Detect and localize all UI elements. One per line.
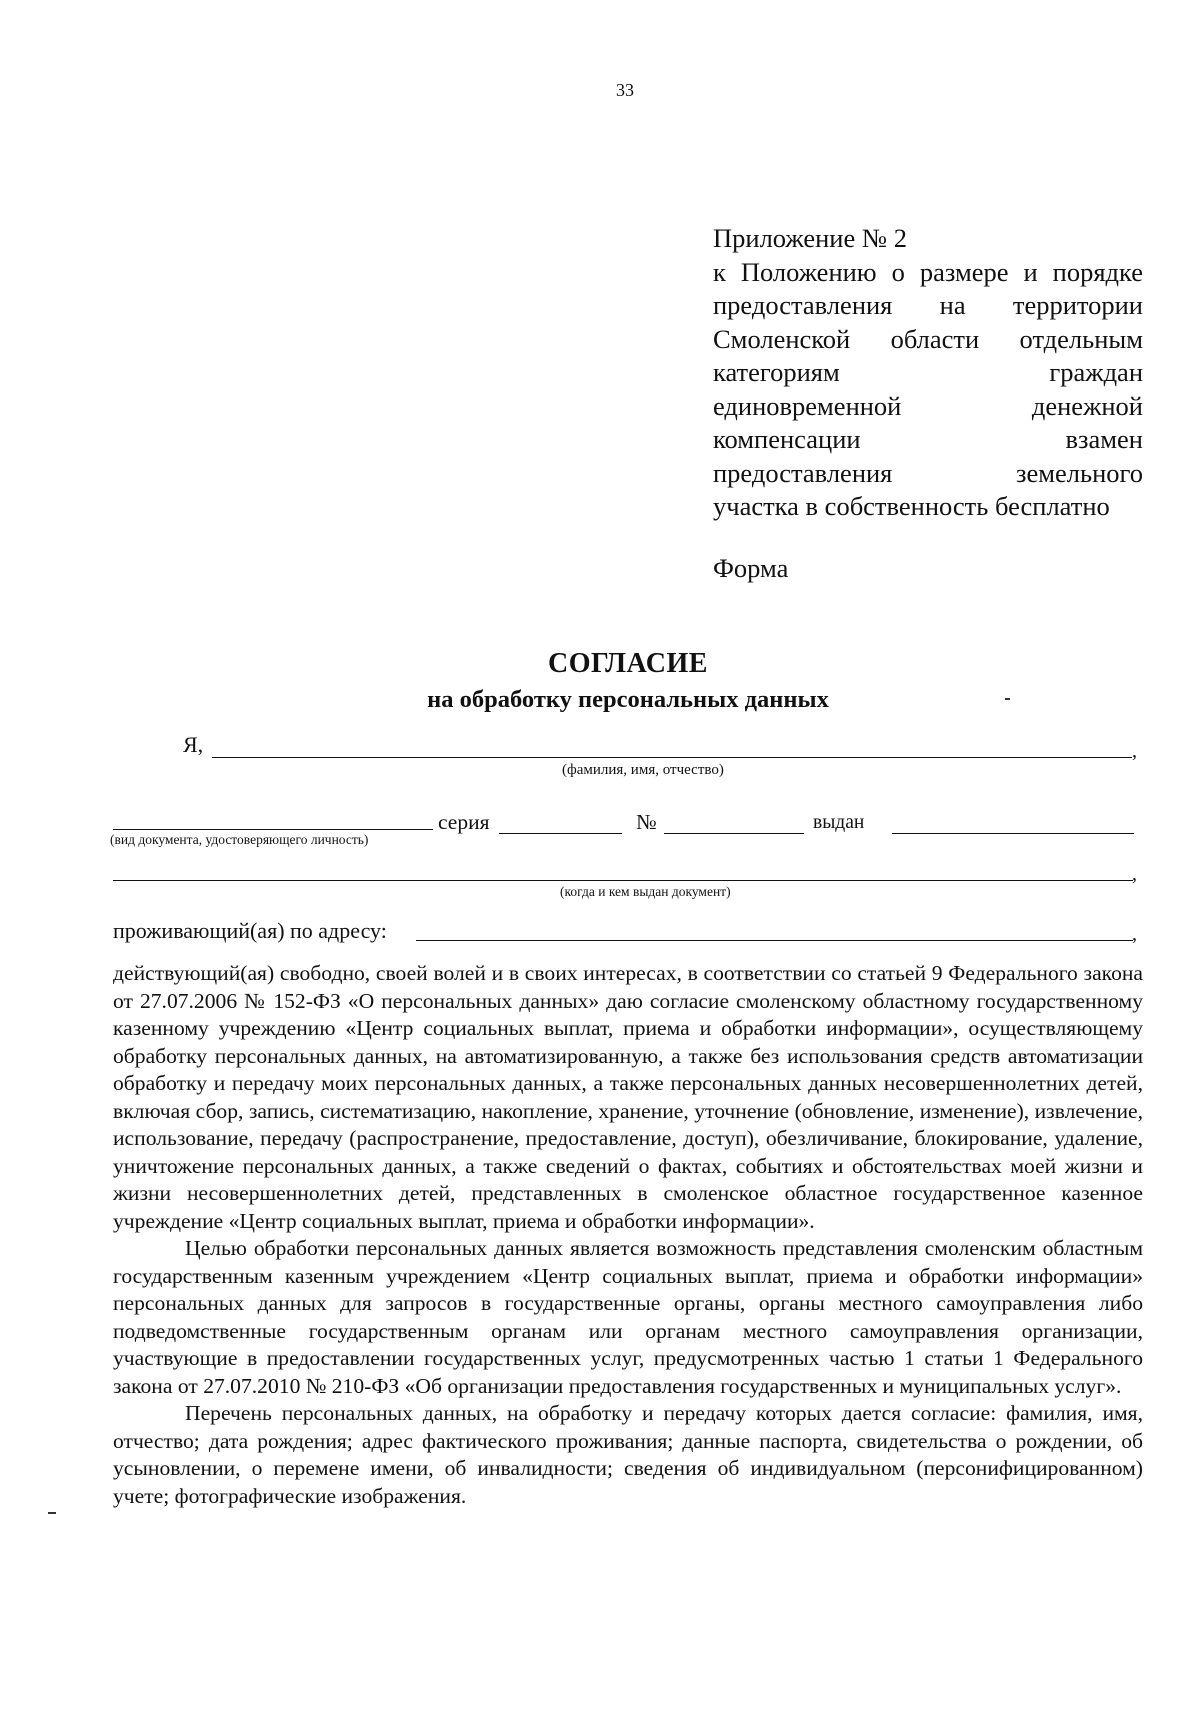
appendix-line: предоставления земельного: [713, 457, 1143, 488]
document-subtitle: на обработку персональных данных: [427, 686, 829, 713]
series-field-line[interactable]: [499, 833, 622, 834]
consent-paragraph: действующий(ая) свободно, своей волей и в своих интересах, в соответствии со статьей 9 Федерального закона от 27.07.2006 № 152-ФЗ «О персональных данных» даю согласие смоленскому областному государственному казенному учреждению «Центр социальных выплат, приема и обработки информации», осуществляющему обработку персональных данных, на автоматизированную, а также без использования средств автоматизации обработку и передачу моих персональных данных, а также персональных данных несовершеннолетних детей, включая сбор, запись, систематизацию, накопление, хранение, уточнение (обновление, изменение), извлечение, использование, передачу (распространение, предоставление, доступ), обезличивание, блокирование, удаление, уничтожение персональных данных, а также сведений о фактах, событиях и обстоятельствах моей жизни и жизни несовершеннолетних детей, представленных в смоленское областное государственное казенное учреждение «Центр социальных выплат, приема и обработки информации».: [113, 961, 1143, 1233]
i-label: Я,: [183, 732, 204, 757]
appendix-line: компенсации взамен: [713, 424, 1143, 454]
address-label: проживающий(ая) по адресу:: [113, 918, 387, 943]
issued-label: выдан: [813, 812, 865, 833]
scan-speck: [1005, 698, 1010, 700]
document-title: СОГЛАСИЕ: [548, 648, 708, 679]
issued-by-caption: (когда и кем выдан документ): [560, 884, 731, 899]
page-number: 33: [616, 80, 634, 100]
document-type-field-line[interactable]: [113, 829, 433, 830]
appendix-line: Приложение № 2: [713, 223, 908, 253]
purpose-paragraph: Целью обработки персональных данных является возможность представления смоленским областным государственным казенным учреждением «Центр социальных выплат, приема и обработки информации» персональных данных для запросов в государственные органы, органы местного самоуправления либо подведомственные государственным органам или органам местного самоуправления организации, участвующие в предоставлении государственных услуг, предусмотренных частью 1 статьи 1 Федерального закона от 27.07.2010 № 210-ФЗ «Об организации предоставления государственных и муниципальных услуг».: [113, 1236, 1143, 1398]
comma: ,: [1132, 863, 1137, 885]
scan-speck: [48, 1512, 56, 1514]
appendix-line: категориям граждан: [713, 357, 1143, 387]
comma: ,: [1132, 740, 1137, 762]
fio-field-line[interactable]: [212, 757, 1132, 758]
appendix-line: к Положению о размере и порядке: [713, 256, 1143, 287]
fio-caption: (фамилия, имя, отчество): [562, 762, 724, 778]
document-type-caption: (вид документа, удостоверяющего личность): [110, 832, 369, 847]
comma: ,: [1132, 923, 1137, 945]
appendix-line: участка в собственность бесплатно: [713, 491, 1110, 521]
appendix-line: предоставления на территории: [713, 290, 1143, 320]
data-list-paragraph: Перечень персональных данных, на обработку и передачу которых дается согласие: фамилия, имя, отчество; дата рождения; адрес фактического проживания; данные паспорта, свидетельства о рождении, об усыновлении, о перемене имени, об инвалидности; сведения об индивидуальном (персонифицированном) учете; фотографические изображения.: [113, 1401, 1143, 1508]
issued-by-field-line[interactable]: [113, 880, 1133, 881]
issued-field-line[interactable]: [892, 833, 1134, 834]
series-label: серия: [438, 810, 490, 834]
appendix-line: единовременной денежной: [713, 390, 1143, 421]
address-field-line[interactable]: [416, 940, 1133, 941]
appendix-line: Смоленской области отдельным: [713, 323, 1143, 354]
number-label: №: [636, 810, 657, 834]
number-field-line[interactable]: [664, 833, 804, 834]
appendix-header: [713, 222, 1143, 524]
consent-body: [113, 960, 1143, 1510]
form-label: Форма: [713, 553, 789, 583]
